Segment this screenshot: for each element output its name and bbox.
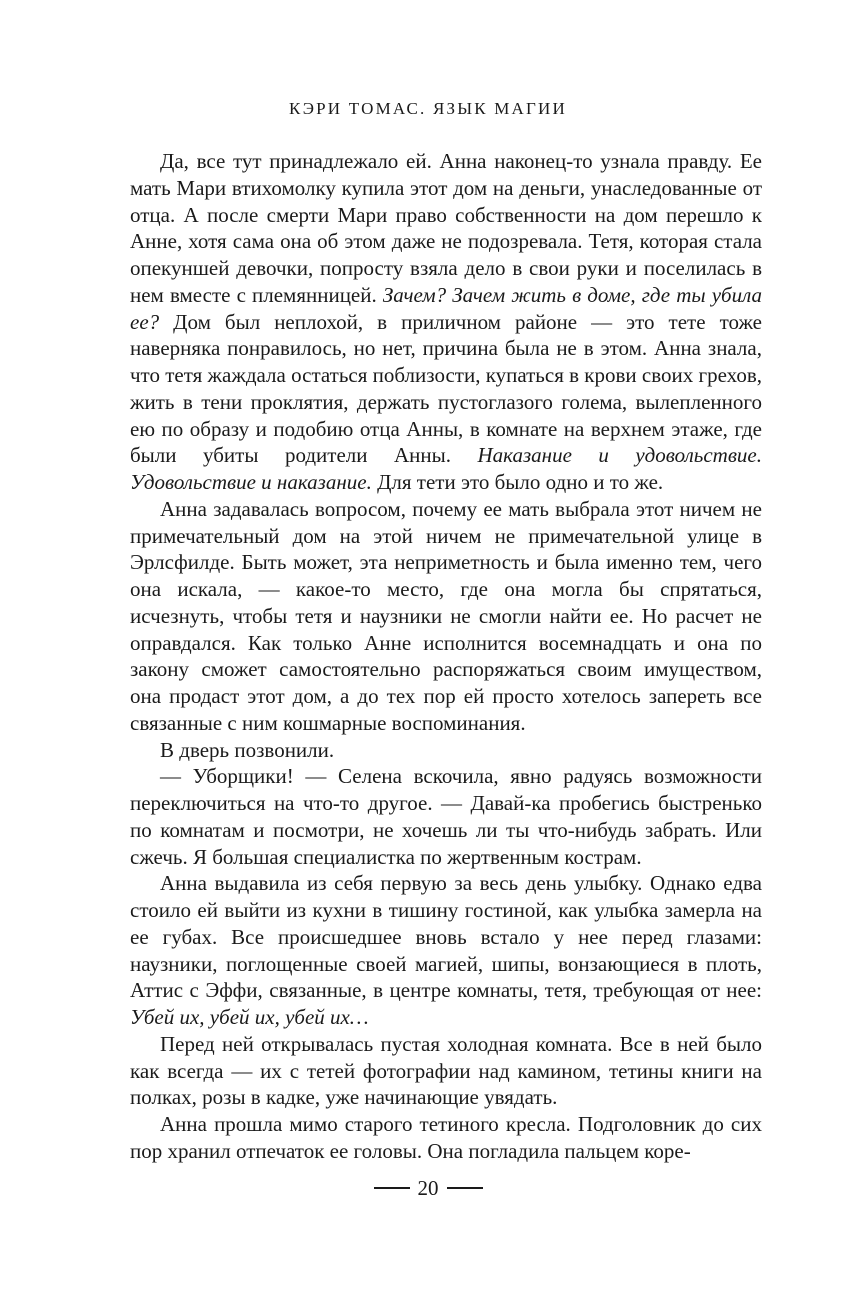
paragraph-1-text: Для тети это было одно и то же. — [371, 470, 664, 494]
paragraph-5-text: Анна выдавила из себя первую за весь день улыбку. Однако едва стоило ей выйти из кухни в тишину гостиной, как улыбка замерла на ее губах. Все происшедшее вновь встало у нее перед глазами: наузники, поглощенные своей магией, шипы, вонзающиеся в плоть, Аттис с Эффи, связанные, в центре комнаты, тетя, требующая от нее: — [130, 871, 762, 1003]
paragraph-1 — [130, 148, 762, 496]
paragraph-3-text: В дверь позвонили. — [160, 737, 335, 762]
running-title: КЭРИ ТОМАС. ЯЗЫК МАГИИ — [288, 99, 568, 118]
paragraph-3 — [130, 737, 762, 764]
body-text — [130, 148, 762, 1165]
paragraph-7 — [130, 1111, 762, 1165]
paragraph-1-italic-1: Зачем? Зачем жить в доме, где ты убила ее? — [130, 282, 762, 334]
folio-right-rule — [447, 1187, 483, 1189]
paragraph-1-italic-2: Наказание и удовольствие. Удовольствие и наказание. — [130, 443, 763, 494]
paragraph-2 — [130, 496, 762, 737]
page-footer — [0, 1176, 856, 1201]
paragraph-7-text: Анна прошла мимо старого тетиного кресла. Подголовник до сих пор хранил отпечаток ее головы. Она погладила пальцем коре- — [130, 1112, 762, 1163]
paragraph-6-text: Перед ней открывалась пустая холодная комната. Все в ней было как всегда — их с тетей фотографии над камином, тетины книги на полках, розы в кадке, уже начинающие увядать. — [130, 1031, 762, 1110]
paragraph-5 — [130, 870, 762, 1031]
paragraph-6 — [130, 1031, 762, 1111]
paragraph-1-text: Дом был неплохой, в приличном районе — это тете тоже наверняка понравилось, но нет, причина была не в этом. Анна знала, что тетя жаждала остаться поблизости, купаться в крови своих грехов, жить в тени проклятия, держать пустоглазого голема, вылепленного ею по образу и подобию отца Анны, в комнате на верхнем этаже, где были убиты родители Анны. — [130, 309, 762, 468]
paragraph-5-italic: Убей их, убей их, убей их… — [130, 1005, 369, 1029]
paragraph-4 — [130, 763, 762, 870]
paragraph-1-text: Да, все тут принадлежало ей. Анна наконец-то узнала правду. Ее мать Мари втихомолку купила этот дом на деньги, унаследованные от отца. А после смерти Мари право собственности на дом перешло к Анне, хотя сама она об этом даже не подозревала. Тетя, которая стала опекуншей девочки, попросту взяла дело в свои руки и поселилась в нем вместе с племянницей. — [130, 149, 762, 307]
paragraph-2-text: Анна задавалась вопросом, почему ее мать выбрала этот ничем не примечательный дом на этой ничем не примечательной улице в Эрлсфилде. Быть может, эта неприметность и была именно тем, чего она искала, — какое-то место, где она могла бы спрятаться, исчезнуть, чтобы тетя и наузники не смогли найти ее. Но расчет не оправдался. Как только Анне исполнится восемнадцать и она по закону сможет самостоятельно распоряжаться своим имуществом, она продаст этот дом, а до тех пор ей просто хотелось запереть все связанные с ним кошмарные воспоминания. — [130, 496, 762, 735]
paragraph-4-text: — Уборщики! — Селена вскочила, явно радуясь возможности переключиться на что-то другое. — Давай-ка пробегись быстренько по комнатам и посмотри, не хочешь ли ты что-нибудь забрать. Или сжечь. Я большая специалистка по жертвенным кострам. — [130, 764, 762, 869]
folio-left-rule — [374, 1187, 410, 1189]
page-number: 20 — [417, 1176, 439, 1200]
